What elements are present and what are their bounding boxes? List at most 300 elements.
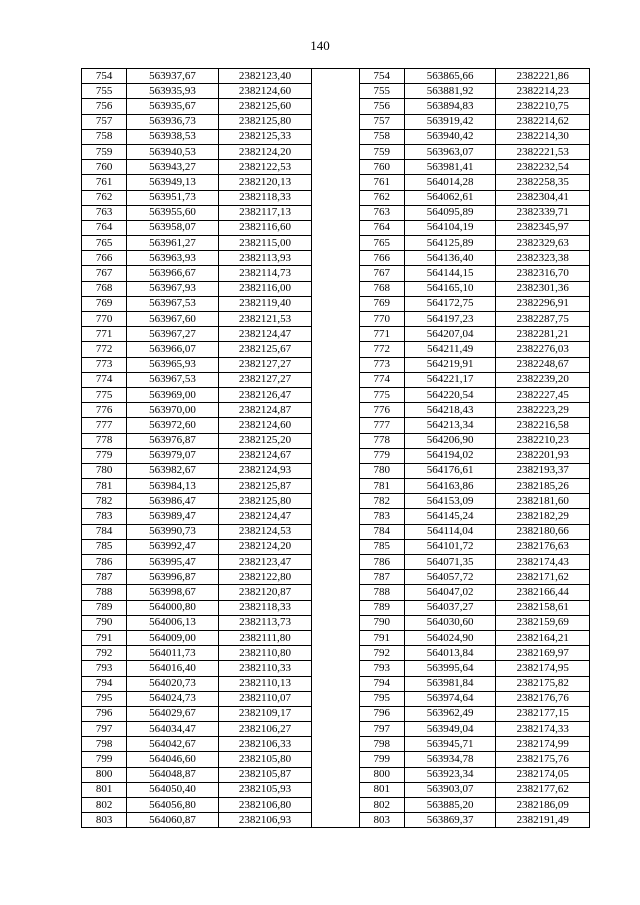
table-row bbox=[82, 615, 590, 630]
column-separator bbox=[312, 205, 359, 220]
left-point-number: 787 bbox=[82, 570, 127, 585]
left-point-number: 783 bbox=[82, 509, 127, 524]
right-y-coordinate: 2382214,23 bbox=[496, 84, 590, 99]
right-y-coordinate: 2382201,93 bbox=[496, 448, 590, 463]
left-y-coordinate: 2382124,53 bbox=[218, 524, 312, 539]
left-point-number: 757 bbox=[82, 114, 127, 129]
left-y-coordinate: 2382105,80 bbox=[218, 752, 312, 767]
right-x-coordinate: 563934,78 bbox=[404, 752, 496, 767]
right-point-number: 774 bbox=[359, 372, 404, 387]
left-point-number: 758 bbox=[82, 129, 127, 144]
left-x-coordinate: 563935,67 bbox=[127, 99, 219, 114]
table-row bbox=[82, 752, 590, 767]
left-point-number: 761 bbox=[82, 175, 127, 190]
table-row bbox=[82, 813, 590, 828]
left-y-coordinate: 2382124,67 bbox=[218, 448, 312, 463]
column-separator bbox=[312, 129, 359, 144]
left-y-coordinate: 2382110,13 bbox=[218, 676, 312, 691]
left-x-coordinate: 564006,13 bbox=[127, 615, 219, 630]
right-x-coordinate: 563949,04 bbox=[404, 722, 496, 737]
left-x-coordinate: 563972,60 bbox=[127, 418, 219, 433]
right-point-number: 777 bbox=[359, 418, 404, 433]
left-point-number: 802 bbox=[82, 798, 127, 813]
right-x-coordinate: 563981,41 bbox=[404, 160, 496, 175]
left-x-coordinate: 564060,87 bbox=[127, 813, 219, 828]
right-point-number: 767 bbox=[359, 266, 404, 281]
left-x-coordinate: 563990,73 bbox=[127, 524, 219, 539]
left-x-coordinate: 563967,27 bbox=[127, 327, 219, 342]
left-point-number: 760 bbox=[82, 160, 127, 175]
left-point-number: 754 bbox=[82, 69, 127, 84]
column-separator bbox=[312, 144, 359, 159]
right-x-coordinate: 563894,83 bbox=[404, 99, 496, 114]
column-separator bbox=[312, 463, 359, 478]
left-y-coordinate: 2382125,60 bbox=[218, 99, 312, 114]
left-point-number: 775 bbox=[82, 387, 127, 402]
right-y-coordinate: 2382216,58 bbox=[496, 418, 590, 433]
column-separator bbox=[312, 387, 359, 402]
left-x-coordinate: 563992,47 bbox=[127, 539, 219, 554]
right-point-number: 789 bbox=[359, 600, 404, 615]
left-x-coordinate: 563995,47 bbox=[127, 555, 219, 570]
table-row bbox=[82, 509, 590, 524]
right-x-coordinate: 564144,15 bbox=[404, 266, 496, 281]
left-x-coordinate: 563966,07 bbox=[127, 342, 219, 357]
right-x-coordinate: 563974,64 bbox=[404, 691, 496, 706]
table-row bbox=[82, 114, 590, 129]
right-x-coordinate: 564219,91 bbox=[404, 357, 496, 372]
column-separator bbox=[312, 114, 359, 129]
left-point-number: 793 bbox=[82, 661, 127, 676]
right-x-coordinate: 563962,49 bbox=[404, 706, 496, 721]
left-y-coordinate: 2382117,13 bbox=[218, 205, 312, 220]
right-y-coordinate: 2382339,71 bbox=[496, 205, 590, 220]
right-y-coordinate: 2382193,37 bbox=[496, 463, 590, 478]
column-separator bbox=[312, 555, 359, 570]
right-x-coordinate: 564206,90 bbox=[404, 433, 496, 448]
left-y-coordinate: 2382123,47 bbox=[218, 555, 312, 570]
column-separator bbox=[312, 372, 359, 387]
left-y-coordinate: 2382106,93 bbox=[218, 813, 312, 828]
left-y-coordinate: 2382115,00 bbox=[218, 236, 312, 251]
right-point-number: 780 bbox=[359, 463, 404, 478]
right-x-coordinate: 564172,75 bbox=[404, 296, 496, 311]
left-y-coordinate: 2382114,73 bbox=[218, 266, 312, 281]
left-x-coordinate: 563967,60 bbox=[127, 312, 219, 327]
right-x-coordinate: 564220,54 bbox=[404, 387, 496, 402]
table-row bbox=[82, 266, 590, 281]
column-separator bbox=[312, 798, 359, 813]
table-row bbox=[82, 524, 590, 539]
right-y-coordinate: 2382174,95 bbox=[496, 661, 590, 676]
right-point-number: 784 bbox=[359, 524, 404, 539]
left-x-coordinate: 563940,53 bbox=[127, 144, 219, 159]
left-x-coordinate: 563935,93 bbox=[127, 84, 219, 99]
left-y-coordinate: 2382116,60 bbox=[218, 220, 312, 235]
table-row bbox=[82, 433, 590, 448]
right-point-number: 801 bbox=[359, 782, 404, 797]
column-separator bbox=[312, 342, 359, 357]
column-separator bbox=[312, 494, 359, 509]
right-y-coordinate: 2382232,54 bbox=[496, 160, 590, 175]
left-point-number: 764 bbox=[82, 220, 127, 235]
left-y-coordinate: 2382126,47 bbox=[218, 387, 312, 402]
table-row bbox=[82, 175, 590, 190]
left-point-number: 798 bbox=[82, 737, 127, 752]
left-x-coordinate: 563998,67 bbox=[127, 585, 219, 600]
left-point-number: 759 bbox=[82, 144, 127, 159]
column-separator bbox=[312, 357, 359, 372]
column-separator bbox=[312, 691, 359, 706]
right-x-coordinate: 564221,17 bbox=[404, 372, 496, 387]
right-point-number: 781 bbox=[359, 479, 404, 494]
left-point-number: 778 bbox=[82, 433, 127, 448]
column-separator bbox=[312, 160, 359, 175]
right-x-coordinate: 564062,61 bbox=[404, 190, 496, 205]
column-separator bbox=[312, 509, 359, 524]
right-x-coordinate: 564194,02 bbox=[404, 448, 496, 463]
right-y-coordinate: 2382186,09 bbox=[496, 798, 590, 813]
right-point-number: 755 bbox=[359, 84, 404, 99]
table-row bbox=[82, 205, 590, 220]
right-point-number: 771 bbox=[359, 327, 404, 342]
left-point-number: 781 bbox=[82, 479, 127, 494]
column-separator bbox=[312, 296, 359, 311]
table-row bbox=[82, 479, 590, 494]
table-row bbox=[82, 220, 590, 235]
right-y-coordinate: 2382191,49 bbox=[496, 813, 590, 828]
right-point-number: 800 bbox=[359, 767, 404, 782]
right-x-coordinate: 564071,35 bbox=[404, 555, 496, 570]
left-x-coordinate: 564046,60 bbox=[127, 752, 219, 767]
left-point-number: 780 bbox=[82, 463, 127, 478]
right-x-coordinate: 564213,34 bbox=[404, 418, 496, 433]
table-row bbox=[82, 160, 590, 175]
right-point-number: 790 bbox=[359, 615, 404, 630]
right-x-coordinate: 563881,92 bbox=[404, 84, 496, 99]
left-y-coordinate: 2382127,27 bbox=[218, 372, 312, 387]
left-x-coordinate: 564020,73 bbox=[127, 676, 219, 691]
right-y-coordinate: 2382174,33 bbox=[496, 722, 590, 737]
left-x-coordinate: 564024,73 bbox=[127, 691, 219, 706]
right-point-number: 787 bbox=[359, 570, 404, 585]
table-row bbox=[82, 661, 590, 676]
left-y-coordinate: 2382118,33 bbox=[218, 600, 312, 615]
right-point-number: 763 bbox=[359, 205, 404, 220]
right-x-coordinate: 564030,60 bbox=[404, 615, 496, 630]
column-separator bbox=[312, 418, 359, 433]
right-x-coordinate: 564136,40 bbox=[404, 251, 496, 266]
left-x-coordinate: 563969,00 bbox=[127, 387, 219, 402]
table-row bbox=[82, 281, 590, 296]
column-separator bbox=[312, 570, 359, 585]
left-point-number: 797 bbox=[82, 722, 127, 737]
right-point-number: 791 bbox=[359, 630, 404, 645]
left-y-coordinate: 2382124,20 bbox=[218, 144, 312, 159]
right-x-coordinate: 564218,43 bbox=[404, 403, 496, 418]
left-point-number: 800 bbox=[82, 767, 127, 782]
right-y-coordinate: 2382169,97 bbox=[496, 646, 590, 661]
left-x-coordinate: 563963,93 bbox=[127, 251, 219, 266]
right-y-coordinate: 2382164,21 bbox=[496, 630, 590, 645]
column-separator bbox=[312, 737, 359, 752]
right-y-coordinate: 2382223,29 bbox=[496, 403, 590, 418]
left-point-number: 782 bbox=[82, 494, 127, 509]
left-x-coordinate: 564009,00 bbox=[127, 630, 219, 645]
right-point-number: 797 bbox=[359, 722, 404, 737]
left-point-number: 779 bbox=[82, 448, 127, 463]
table-row bbox=[82, 570, 590, 585]
column-separator bbox=[312, 69, 359, 84]
right-point-number: 792 bbox=[359, 646, 404, 661]
column-separator bbox=[312, 722, 359, 737]
left-point-number: 799 bbox=[82, 752, 127, 767]
right-point-number: 773 bbox=[359, 357, 404, 372]
left-x-coordinate: 563970,00 bbox=[127, 403, 219, 418]
table-row bbox=[82, 418, 590, 433]
left-point-number: 789 bbox=[82, 600, 127, 615]
right-point-number: 786 bbox=[359, 555, 404, 570]
column-separator bbox=[312, 585, 359, 600]
right-x-coordinate: 564176,61 bbox=[404, 463, 496, 478]
table-row bbox=[82, 129, 590, 144]
right-y-coordinate: 2382182,29 bbox=[496, 509, 590, 524]
left-x-coordinate: 563936,73 bbox=[127, 114, 219, 129]
table-row bbox=[82, 387, 590, 402]
left-y-coordinate: 2382125,67 bbox=[218, 342, 312, 357]
left-x-coordinate: 563961,27 bbox=[127, 236, 219, 251]
left-x-coordinate: 564042,67 bbox=[127, 737, 219, 752]
right-y-coordinate: 2382214,30 bbox=[496, 129, 590, 144]
right-x-coordinate: 564153,09 bbox=[404, 494, 496, 509]
column-separator bbox=[312, 84, 359, 99]
right-point-number: 802 bbox=[359, 798, 404, 813]
left-y-coordinate: 2382110,07 bbox=[218, 691, 312, 706]
right-point-number: 783 bbox=[359, 509, 404, 524]
column-separator bbox=[312, 281, 359, 296]
left-x-coordinate: 563967,93 bbox=[127, 281, 219, 296]
left-x-coordinate: 563938,53 bbox=[127, 129, 219, 144]
left-y-coordinate: 2382105,87 bbox=[218, 767, 312, 782]
left-x-coordinate: 563943,27 bbox=[127, 160, 219, 175]
column-separator bbox=[312, 767, 359, 782]
column-separator bbox=[312, 190, 359, 205]
left-y-coordinate: 2382106,27 bbox=[218, 722, 312, 737]
column-separator bbox=[312, 600, 359, 615]
left-x-coordinate: 563989,47 bbox=[127, 509, 219, 524]
table-row bbox=[82, 342, 590, 357]
left-x-coordinate: 563949,13 bbox=[127, 175, 219, 190]
right-point-number: 754 bbox=[359, 69, 404, 84]
column-separator bbox=[312, 175, 359, 190]
right-y-coordinate: 2382174,99 bbox=[496, 737, 590, 752]
column-separator bbox=[312, 813, 359, 828]
left-y-coordinate: 2382120,13 bbox=[218, 175, 312, 190]
table-row bbox=[82, 782, 590, 797]
left-point-number: 795 bbox=[82, 691, 127, 706]
column-separator bbox=[312, 236, 359, 251]
left-x-coordinate: 564011,73 bbox=[127, 646, 219, 661]
right-point-number: 761 bbox=[359, 175, 404, 190]
column-separator bbox=[312, 752, 359, 767]
left-x-coordinate: 564000,80 bbox=[127, 600, 219, 615]
left-point-number: 784 bbox=[82, 524, 127, 539]
left-x-coordinate: 564034,47 bbox=[127, 722, 219, 737]
table-row bbox=[82, 99, 590, 114]
right-y-coordinate: 2382210,75 bbox=[496, 99, 590, 114]
table-row bbox=[82, 630, 590, 645]
right-point-number: 772 bbox=[359, 342, 404, 357]
right-point-number: 776 bbox=[359, 403, 404, 418]
right-y-coordinate: 2382281,21 bbox=[496, 327, 590, 342]
table-row bbox=[82, 722, 590, 737]
left-y-coordinate: 2382123,40 bbox=[218, 69, 312, 84]
left-point-number: 788 bbox=[82, 585, 127, 600]
right-x-coordinate: 564095,89 bbox=[404, 205, 496, 220]
right-point-number: 769 bbox=[359, 296, 404, 311]
left-point-number: 790 bbox=[82, 615, 127, 630]
column-separator bbox=[312, 403, 359, 418]
left-y-coordinate: 2382125,80 bbox=[218, 114, 312, 129]
left-y-coordinate: 2382113,93 bbox=[218, 251, 312, 266]
column-separator bbox=[312, 448, 359, 463]
column-separator bbox=[312, 539, 359, 554]
column-separator bbox=[312, 312, 359, 327]
table-row bbox=[82, 312, 590, 327]
left-x-coordinate: 563937,67 bbox=[127, 69, 219, 84]
right-x-coordinate: 564024,90 bbox=[404, 630, 496, 645]
left-point-number: 767 bbox=[82, 266, 127, 281]
right-y-coordinate: 2382171,62 bbox=[496, 570, 590, 585]
right-point-number: 778 bbox=[359, 433, 404, 448]
left-y-coordinate: 2382110,33 bbox=[218, 661, 312, 676]
table-row bbox=[82, 737, 590, 752]
right-point-number: 770 bbox=[359, 312, 404, 327]
left-x-coordinate: 563996,87 bbox=[127, 570, 219, 585]
right-x-coordinate: 564163,86 bbox=[404, 479, 496, 494]
column-separator bbox=[312, 251, 359, 266]
right-x-coordinate: 563963,07 bbox=[404, 144, 496, 159]
right-point-number: 775 bbox=[359, 387, 404, 402]
right-y-coordinate: 2382287,75 bbox=[496, 312, 590, 327]
left-y-coordinate: 2382111,80 bbox=[218, 630, 312, 645]
coordinates-table-body bbox=[82, 69, 590, 828]
column-separator bbox=[312, 479, 359, 494]
table-row bbox=[82, 585, 590, 600]
table-row bbox=[82, 494, 590, 509]
right-y-coordinate: 2382316,70 bbox=[496, 266, 590, 281]
left-x-coordinate: 564056,80 bbox=[127, 798, 219, 813]
table-row bbox=[82, 251, 590, 266]
right-x-coordinate: 564057,72 bbox=[404, 570, 496, 585]
left-x-coordinate: 563967,53 bbox=[127, 296, 219, 311]
table-row bbox=[82, 555, 590, 570]
table-row bbox=[82, 84, 590, 99]
right-x-coordinate: 564211,49 bbox=[404, 342, 496, 357]
column-separator bbox=[312, 630, 359, 645]
right-x-coordinate: 564145,24 bbox=[404, 509, 496, 524]
left-y-coordinate: 2382124,60 bbox=[218, 418, 312, 433]
left-x-coordinate: 563982,67 bbox=[127, 463, 219, 478]
table-row bbox=[82, 190, 590, 205]
left-x-coordinate: 563976,87 bbox=[127, 433, 219, 448]
table-row bbox=[82, 691, 590, 706]
left-y-coordinate: 2382109,17 bbox=[218, 706, 312, 721]
right-point-number: 765 bbox=[359, 236, 404, 251]
left-point-number: 771 bbox=[82, 327, 127, 342]
left-x-coordinate: 563967,53 bbox=[127, 372, 219, 387]
left-point-number: 756 bbox=[82, 99, 127, 114]
left-point-number: 803 bbox=[82, 813, 127, 828]
left-x-coordinate: 563955,60 bbox=[127, 205, 219, 220]
table-row bbox=[82, 539, 590, 554]
right-y-coordinate: 2382276,03 bbox=[496, 342, 590, 357]
right-point-number: 756 bbox=[359, 99, 404, 114]
right-y-coordinate: 2382248,67 bbox=[496, 357, 590, 372]
right-x-coordinate: 564197,23 bbox=[404, 312, 496, 327]
right-y-coordinate: 2382159,69 bbox=[496, 615, 590, 630]
left-x-coordinate: 563965,93 bbox=[127, 357, 219, 372]
right-y-coordinate: 2382166,44 bbox=[496, 585, 590, 600]
right-x-coordinate: 564047,02 bbox=[404, 585, 496, 600]
page-number: 140 bbox=[310, 38, 330, 53]
left-y-coordinate: 2382125,80 bbox=[218, 494, 312, 509]
left-x-coordinate: 563984,13 bbox=[127, 479, 219, 494]
left-point-number: 792 bbox=[82, 646, 127, 661]
column-separator bbox=[312, 646, 359, 661]
right-x-coordinate: 563869,37 bbox=[404, 813, 496, 828]
table-row bbox=[82, 463, 590, 478]
right-y-coordinate: 2382227,45 bbox=[496, 387, 590, 402]
table-row bbox=[82, 798, 590, 813]
table-row bbox=[82, 706, 590, 721]
right-point-number: 779 bbox=[359, 448, 404, 463]
left-y-coordinate: 2382124,47 bbox=[218, 509, 312, 524]
right-point-number: 795 bbox=[359, 691, 404, 706]
table-row bbox=[82, 646, 590, 661]
left-point-number: 769 bbox=[82, 296, 127, 311]
left-y-coordinate: 2382125,87 bbox=[218, 479, 312, 494]
column-separator bbox=[312, 661, 359, 676]
left-point-number: 768 bbox=[82, 281, 127, 296]
table-row bbox=[82, 296, 590, 311]
right-x-coordinate: 564104,19 bbox=[404, 220, 496, 235]
table-row bbox=[82, 327, 590, 342]
right-point-number: 785 bbox=[359, 539, 404, 554]
left-x-coordinate: 563986,47 bbox=[127, 494, 219, 509]
right-x-coordinate: 564013,84 bbox=[404, 646, 496, 661]
left-y-coordinate: 2382106,33 bbox=[218, 737, 312, 752]
column-separator bbox=[312, 706, 359, 721]
left-point-number: 762 bbox=[82, 190, 127, 205]
right-y-coordinate: 2382158,61 bbox=[496, 600, 590, 615]
left-point-number: 772 bbox=[82, 342, 127, 357]
left-x-coordinate: 563979,07 bbox=[127, 448, 219, 463]
right-y-coordinate: 2382221,53 bbox=[496, 144, 590, 159]
left-y-coordinate: 2382106,80 bbox=[218, 798, 312, 813]
left-y-coordinate: 2382121,53 bbox=[218, 312, 312, 327]
right-y-coordinate: 2382214,62 bbox=[496, 114, 590, 129]
table-row bbox=[82, 144, 590, 159]
table-row bbox=[82, 236, 590, 251]
right-y-coordinate: 2382210,23 bbox=[496, 433, 590, 448]
right-x-coordinate: 563919,42 bbox=[404, 114, 496, 129]
left-y-coordinate: 2382118,33 bbox=[218, 190, 312, 205]
right-y-coordinate: 2382221,86 bbox=[496, 69, 590, 84]
right-point-number: 768 bbox=[359, 281, 404, 296]
right-y-coordinate: 2382174,05 bbox=[496, 767, 590, 782]
column-separator bbox=[312, 327, 359, 342]
